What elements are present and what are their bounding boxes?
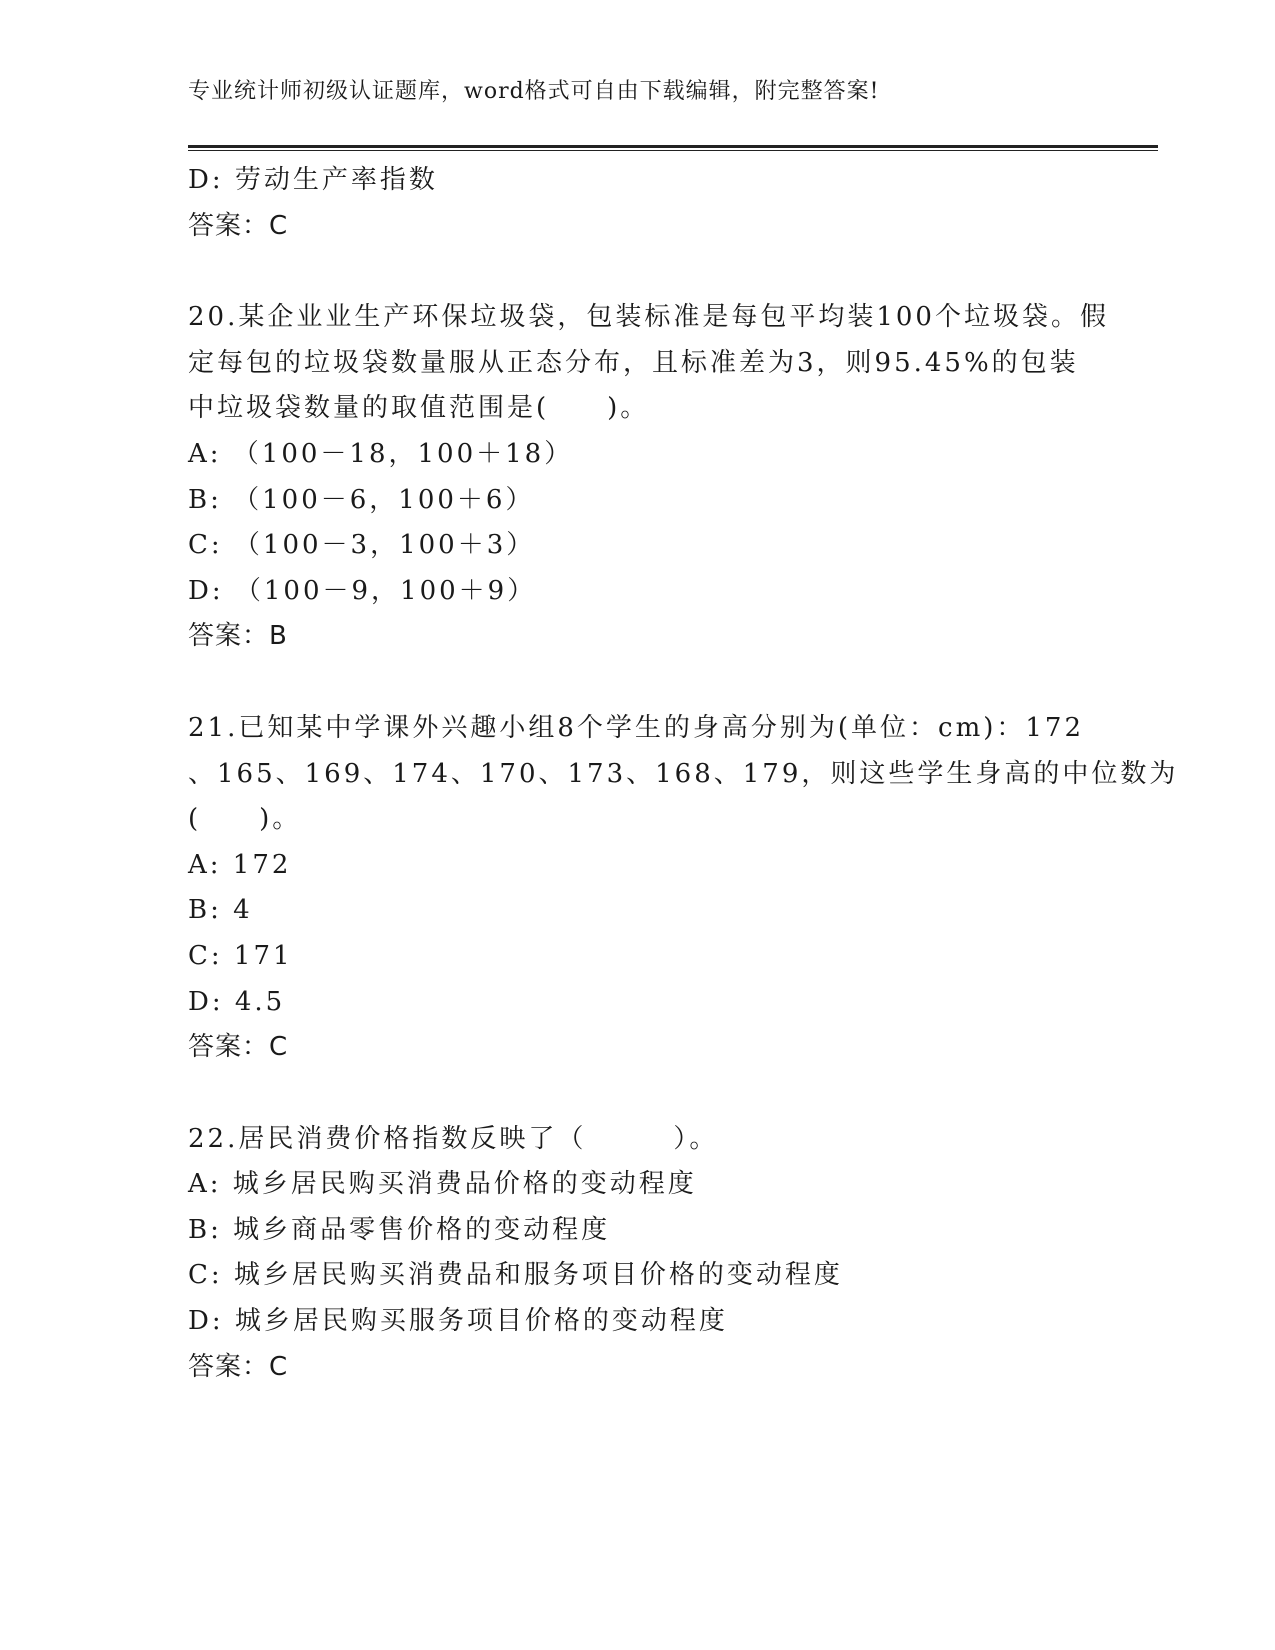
q20-option-c: C: （100－3，100＋3） bbox=[188, 530, 536, 561]
page-header: 专业统计师初级认证题库，word格式可自由下载编辑，附完整答案! bbox=[188, 79, 880, 104]
spacer bbox=[188, 660, 1088, 706]
q20-stem-line-2: 定每包的垃圾袋数量服从正态分布，且标准差为3，则95.45%的包装 bbox=[188, 347, 1079, 378]
q21-option-d: D: 4.5 bbox=[188, 986, 286, 1017]
q22-stem-line-1: 22.居民消费价格指数反映了（ ）。 bbox=[188, 1123, 719, 1154]
spacer bbox=[188, 249, 1088, 295]
q20-stem-line-1: 20.某企业业生产环保垃圾袋，包装标准是每包平均装100个垃圾袋。假 bbox=[188, 302, 1109, 333]
q20-option-b: B: （100－6，100＋6） bbox=[188, 484, 535, 515]
q19-answer: 答案：C bbox=[188, 210, 289, 241]
q22-option-a: A: 城乡居民购买消费品价格的变动程度 bbox=[188, 1169, 697, 1200]
q20-stem-line-3: 中垃圾袋数量的取值范围是( )。 bbox=[188, 393, 650, 424]
q21-stem-line-3: ( )。 bbox=[188, 804, 302, 835]
question-21 bbox=[188, 706, 1179, 1071]
q22-option-c: C: 城乡居民购买消费品和服务项目价格的变动程度 bbox=[188, 1260, 843, 1291]
q20-option-d: D: （100－9，100＋9） bbox=[188, 575, 537, 606]
spacer bbox=[188, 1071, 1088, 1117]
q20-answer: 答案：B bbox=[188, 621, 288, 652]
question-20 bbox=[188, 295, 1109, 660]
header-divider bbox=[188, 145, 1158, 151]
q22-option-d: D: 城乡居民购买服务项目价格的变动程度 bbox=[188, 1306, 728, 1337]
q21-option-a: A: 172 bbox=[188, 849, 292, 880]
q22-answer: 答案：C bbox=[188, 1351, 289, 1382]
q20-option-a: A: （100－18，100＋18） bbox=[188, 438, 574, 469]
document-body bbox=[188, 158, 1179, 1390]
q22-option-b: B: 城乡商品零售价格的变动程度 bbox=[188, 1214, 611, 1245]
q21-option-b: B: 4 bbox=[188, 895, 253, 926]
q21-stem-line-2: 、165、169、174、170、173、168、179，则这些学生身高的中位数为 bbox=[188, 758, 1179, 789]
q21-stem-line-1: 21.已知某中学课外兴趣小组8个学生的身高分别为(单位：cm)：172 bbox=[188, 712, 1085, 743]
q19-option-d: D: 劳动生产率指数 bbox=[188, 165, 438, 195]
q21-answer: 答案：C bbox=[188, 1032, 289, 1063]
question-22 bbox=[188, 1117, 1088, 1391]
q21-option-c: C: 171 bbox=[188, 940, 293, 971]
